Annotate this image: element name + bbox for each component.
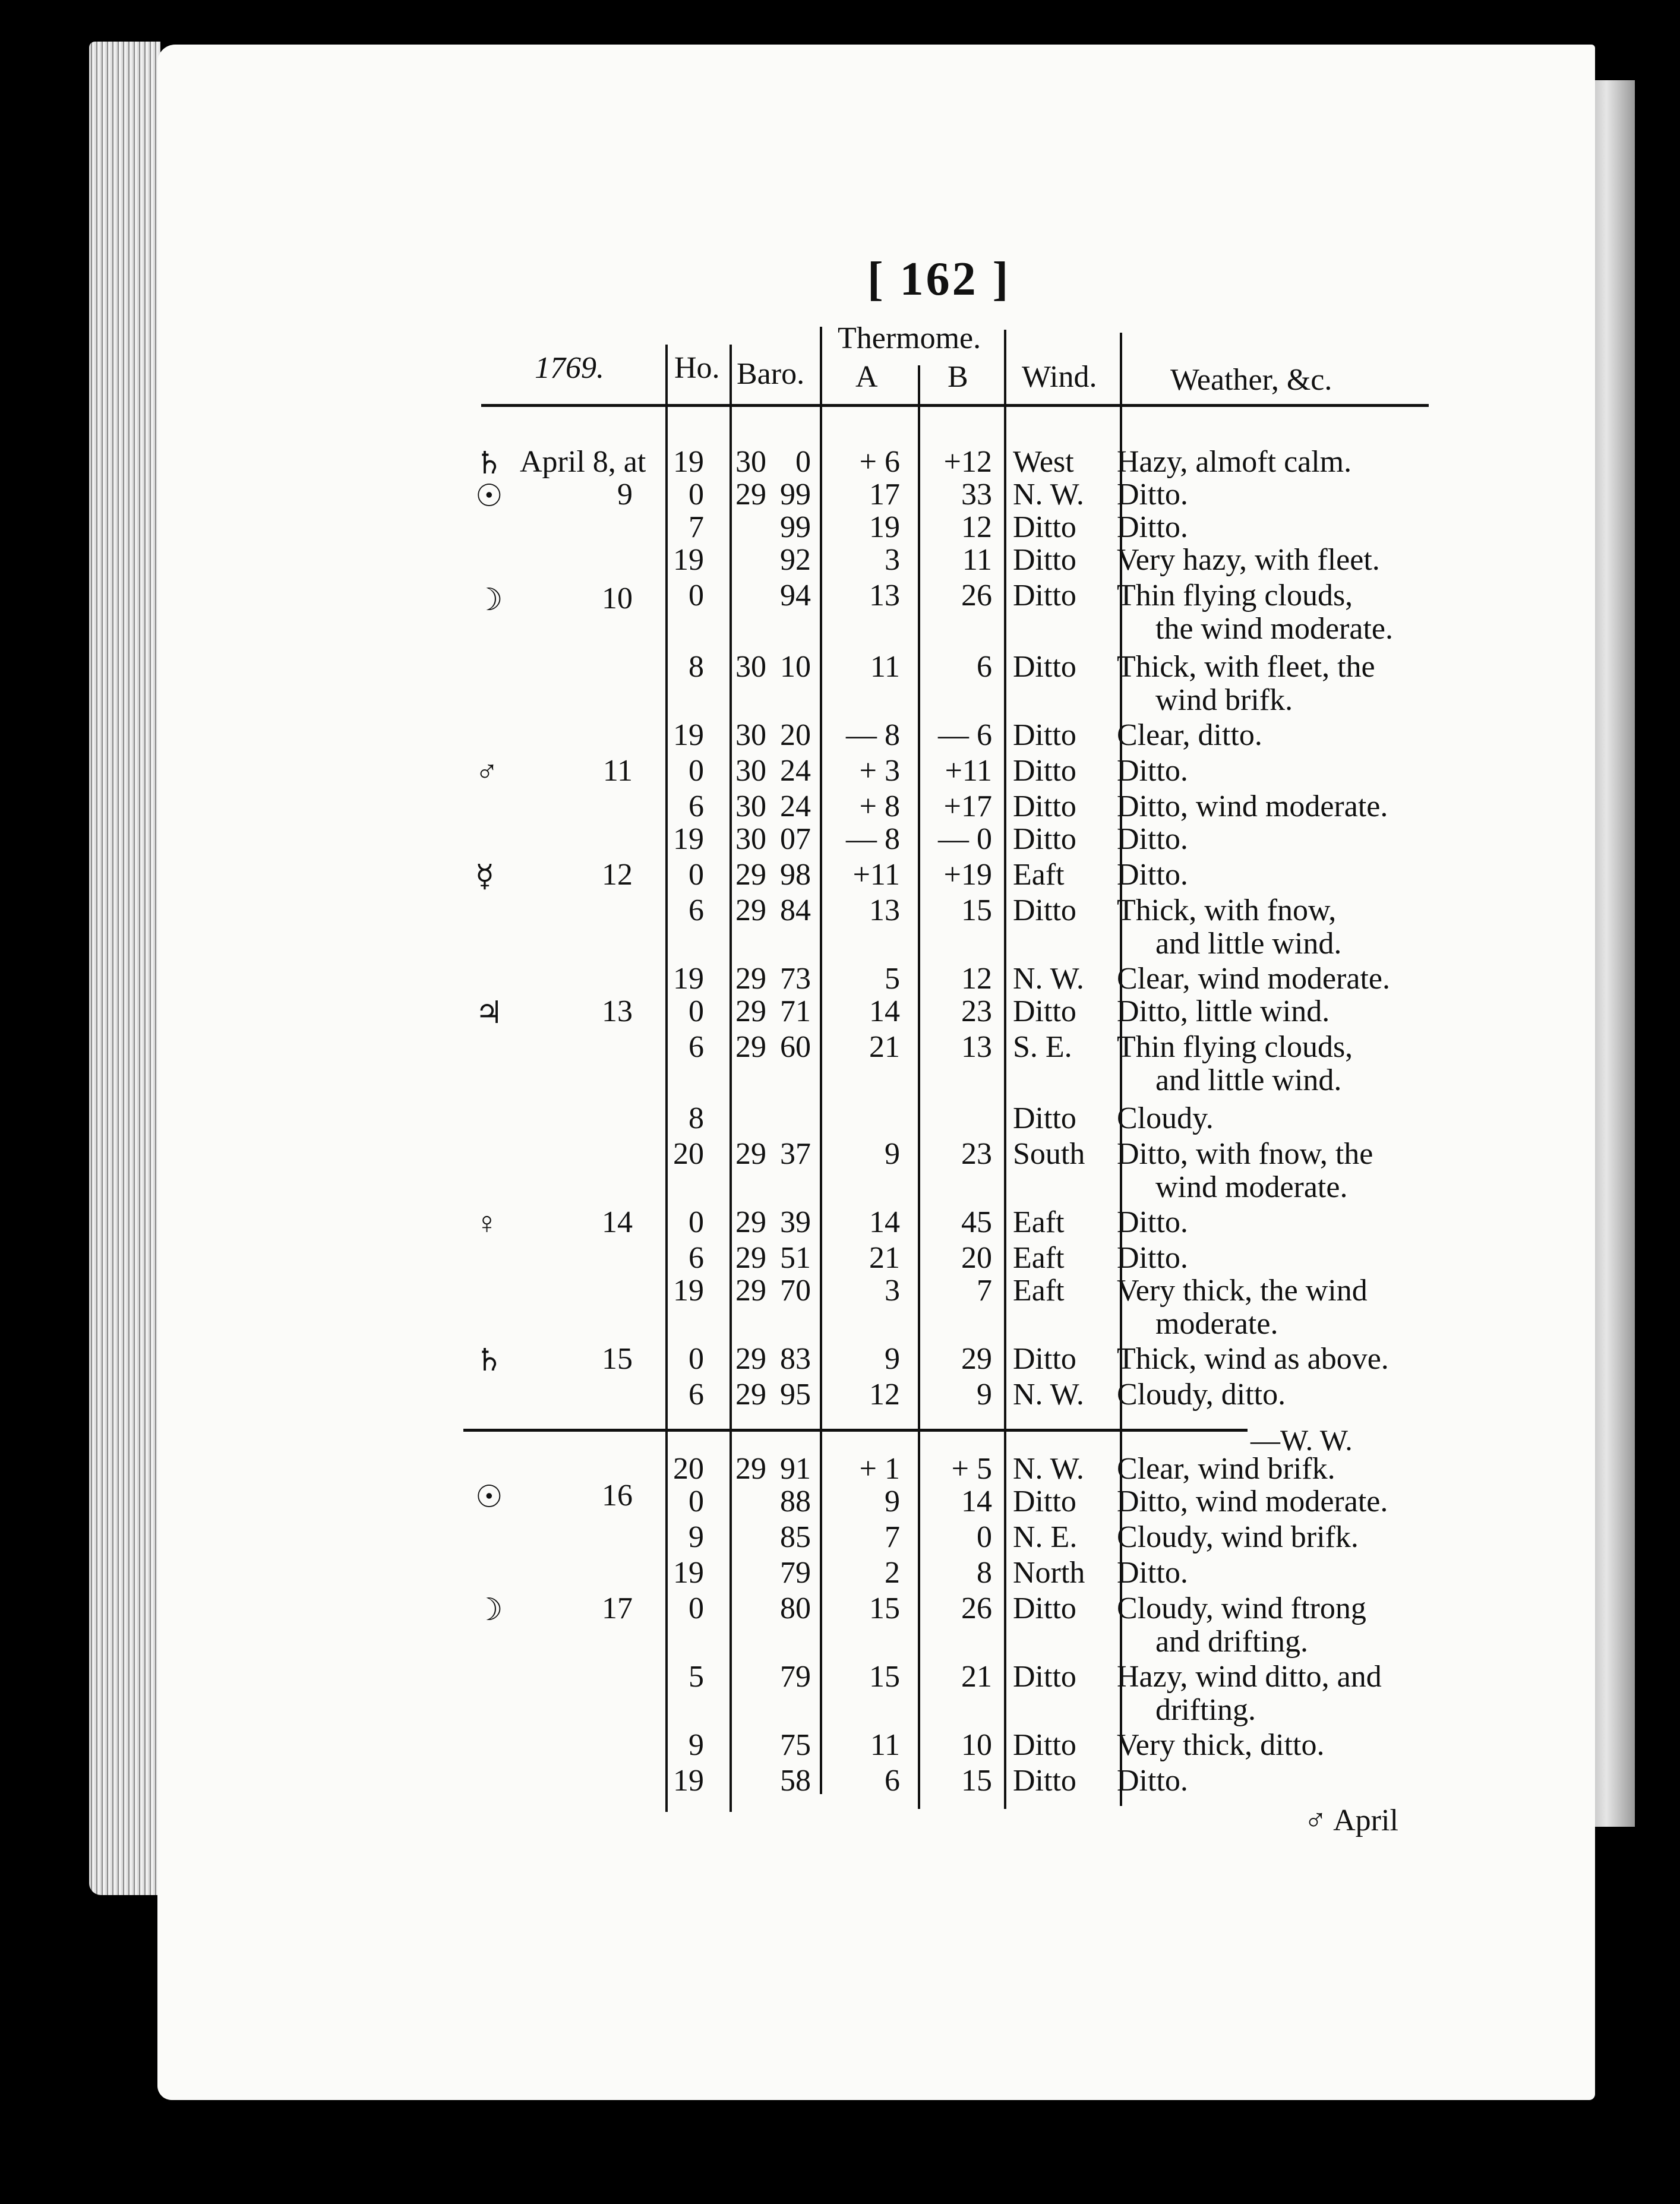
cell-weather: the wind moderate. bbox=[1155, 612, 1393, 646]
cell-baro-decimal: 24 bbox=[780, 790, 811, 823]
cell-therm-a: 13 bbox=[869, 579, 900, 612]
day-label: April 8, at bbox=[520, 445, 646, 479]
cell-therm-a: 3 bbox=[885, 1274, 900, 1308]
cell-baro-decimal: 60 bbox=[780, 1030, 811, 1064]
page-number: [ 162 ] bbox=[867, 253, 1011, 305]
cell-weather: Clear, wind moderate. bbox=[1117, 962, 1390, 996]
col-divider-baro bbox=[730, 345, 732, 1812]
cell-hour: 0 bbox=[689, 754, 704, 788]
cell-weather: and drifting. bbox=[1155, 1625, 1309, 1659]
cell-baro-decimal: 99 bbox=[780, 478, 811, 511]
cell-baro-decimal: 37 bbox=[780, 1137, 811, 1171]
cell-therm-a: 19 bbox=[869, 510, 900, 544]
cell-wind: Ditto bbox=[1013, 822, 1076, 856]
cell-wind: South bbox=[1013, 1137, 1085, 1171]
cell-weather: Thin flying clouds, bbox=[1117, 579, 1353, 612]
cell-weather: Hazy, wind ditto, and bbox=[1117, 1660, 1382, 1694]
cell-hour: 20 bbox=[673, 1452, 704, 1486]
cell-baro-decimal: 79 bbox=[780, 1660, 811, 1694]
day-symbol-icon: ♃ bbox=[475, 996, 503, 1030]
cell-hour: 0 bbox=[689, 994, 704, 1028]
cell-weather: Cloudy, wind ftrong bbox=[1117, 1592, 1366, 1625]
cell-therm-b: 21 bbox=[961, 1660, 992, 1694]
day-symbol-icon: ♀ bbox=[475, 1207, 498, 1240]
cell-hour: 7 bbox=[689, 510, 704, 544]
cell-baro-decimal: 85 bbox=[780, 1520, 811, 1554]
cell-wind: Ditto bbox=[1013, 1728, 1076, 1762]
col-divider-ab bbox=[918, 365, 920, 1809]
day-symbol-icon: ☉ bbox=[475, 1480, 503, 1514]
cell-weather: Ditto. bbox=[1117, 858, 1188, 892]
day-label: 9 bbox=[617, 478, 633, 511]
cell-therm-a: 9 bbox=[885, 1342, 900, 1376]
cell-weather: wind brifk. bbox=[1155, 683, 1293, 717]
cell-therm-b: 8 bbox=[977, 1556, 992, 1590]
cell-baro-decimal: 83 bbox=[780, 1342, 811, 1376]
cell-therm-a: 5 bbox=[885, 962, 900, 996]
cell-therm-b: 23 bbox=[961, 1137, 992, 1171]
cell-hour: 19 bbox=[673, 543, 704, 577]
header-baro: Baro. bbox=[737, 357, 805, 391]
cell-therm-a: 6 bbox=[885, 1764, 900, 1798]
cell-hour: 6 bbox=[689, 1030, 704, 1064]
cell-baro-inches: 29 bbox=[735, 1378, 766, 1412]
cell-baro-decimal: 07 bbox=[780, 822, 811, 856]
header-ho: Ho. bbox=[674, 351, 720, 385]
cell-hour: 6 bbox=[689, 790, 704, 823]
cell-wind: Ditto bbox=[1013, 1660, 1076, 1694]
cell-wind: Eaft bbox=[1013, 1241, 1065, 1275]
cell-wind: N. W. bbox=[1013, 1452, 1084, 1486]
cell-wind: Ditto bbox=[1013, 1764, 1076, 1798]
cell-therm-b: 12 bbox=[961, 962, 992, 996]
cell-therm-a: + 1 bbox=[859, 1452, 900, 1486]
cell-baro-inches: 30 bbox=[735, 822, 766, 856]
cell-therm-b: 7 bbox=[977, 1274, 992, 1308]
cell-hour: 0 bbox=[689, 1592, 704, 1625]
cell-baro-decimal: 24 bbox=[780, 754, 811, 788]
day-symbol-icon: ☽ bbox=[475, 1593, 503, 1627]
cell-wind: Ditto bbox=[1013, 1342, 1076, 1376]
cell-hour: 20 bbox=[673, 1137, 704, 1171]
cell-hour: 0 bbox=[689, 579, 704, 612]
day-symbol-icon: ☽ bbox=[475, 583, 503, 617]
cell-wind: N. W. bbox=[1013, 1378, 1084, 1412]
cell-weather: Ditto, little wind. bbox=[1117, 994, 1330, 1028]
col-divider-ho bbox=[665, 345, 668, 1812]
cell-therm-a: 21 bbox=[869, 1030, 900, 1064]
cell-baro-decimal: 92 bbox=[780, 543, 811, 577]
header-wind: Wind. bbox=[1022, 360, 1097, 394]
day-label: 11 bbox=[602, 754, 633, 788]
cell-wind: Ditto bbox=[1013, 994, 1076, 1028]
cell-therm-b: +11 bbox=[945, 754, 992, 788]
cell-therm-a: 3 bbox=[885, 543, 900, 577]
cell-therm-b: 11 bbox=[962, 543, 992, 577]
cell-hour: 19 bbox=[673, 1274, 704, 1308]
cell-weather: Ditto. bbox=[1117, 1764, 1188, 1798]
cell-wind: West bbox=[1013, 445, 1074, 479]
cell-therm-a: 14 bbox=[869, 1205, 900, 1239]
cell-wind: S. E. bbox=[1013, 1030, 1072, 1064]
cell-therm-b: — 0 bbox=[938, 822, 992, 856]
cell-baro-inches: 30 bbox=[735, 790, 766, 823]
cell-hour: 9 bbox=[689, 1728, 704, 1762]
cell-hour: 6 bbox=[689, 1241, 704, 1275]
cell-baro-decimal: 98 bbox=[780, 858, 811, 892]
day-label: 17 bbox=[602, 1592, 633, 1625]
cell-hour: 0 bbox=[689, 478, 704, 511]
cell-therm-b: 26 bbox=[961, 1592, 992, 1625]
cell-therm-a: 15 bbox=[869, 1592, 900, 1625]
cell-weather: Ditto. bbox=[1117, 754, 1188, 788]
header-therm-a: A bbox=[855, 360, 878, 394]
cell-baro-inches: 30 bbox=[735, 445, 766, 479]
cell-weather: Very hazy, with fleet. bbox=[1117, 543, 1380, 577]
cell-hour: 19 bbox=[673, 1764, 704, 1798]
catchword: ♂ April bbox=[1304, 1804, 1398, 1837]
day-label: 13 bbox=[602, 994, 633, 1028]
cell-weather: Ditto. bbox=[1117, 1556, 1188, 1590]
cell-weather: Clear, wind brifk. bbox=[1117, 1452, 1335, 1486]
cell-baro-inches: 29 bbox=[735, 1137, 766, 1171]
cell-hour: 9 bbox=[689, 1520, 704, 1554]
cell-therm-b: 45 bbox=[961, 1205, 992, 1239]
cell-weather: Ditto, wind moderate. bbox=[1117, 790, 1388, 823]
cell-therm-b: 13 bbox=[961, 1030, 992, 1064]
cell-weather: Clear, ditto. bbox=[1117, 718, 1262, 752]
cell-hour: 8 bbox=[689, 1101, 704, 1135]
cell-therm-b: +19 bbox=[943, 858, 992, 892]
cell-hour: 0 bbox=[689, 1205, 704, 1239]
cell-therm-a: 11 bbox=[870, 650, 900, 684]
cell-therm-b: 29 bbox=[961, 1342, 992, 1376]
cell-therm-a: 14 bbox=[869, 994, 900, 1028]
cell-therm-b: +12 bbox=[943, 445, 992, 479]
cell-hour: 0 bbox=[689, 1342, 704, 1376]
cell-therm-b: 14 bbox=[961, 1485, 992, 1518]
cell-wind: Ditto bbox=[1013, 1101, 1076, 1135]
cell-hour: 19 bbox=[673, 445, 704, 479]
cell-baro-decimal: 99 bbox=[780, 510, 811, 544]
cell-wind: Ditto bbox=[1013, 579, 1076, 612]
cell-hour: 19 bbox=[673, 1556, 704, 1590]
cell-weather: Ditto. bbox=[1117, 1205, 1188, 1239]
cell-baro-inches: 29 bbox=[735, 1241, 766, 1275]
cell-weather: Hazy, almoft calm. bbox=[1117, 445, 1352, 479]
day-label: 16 bbox=[602, 1479, 633, 1513]
cell-therm-a: — 8 bbox=[846, 822, 900, 856]
cell-wind: Ditto bbox=[1013, 718, 1076, 752]
cell-hour: 8 bbox=[689, 650, 704, 684]
cell-baro-inches: 30 bbox=[735, 718, 766, 752]
cell-baro-decimal: 94 bbox=[780, 579, 811, 612]
cell-wind: Ditto bbox=[1013, 650, 1076, 684]
cell-baro-inches: 30 bbox=[735, 754, 766, 788]
cell-weather: Thick, wind as above. bbox=[1117, 1342, 1389, 1376]
cell-baro-decimal: 84 bbox=[780, 893, 811, 927]
day-label: 10 bbox=[602, 582, 633, 615]
cell-baro-decimal: 95 bbox=[780, 1378, 811, 1412]
cell-weather: Very thick, ditto. bbox=[1117, 1728, 1325, 1762]
col-divider-a bbox=[820, 327, 822, 1794]
cell-baro-inches: 29 bbox=[735, 1342, 766, 1376]
cell-baro-decimal: 73 bbox=[780, 962, 811, 996]
cell-hour: 0 bbox=[689, 1485, 704, 1518]
header-thermometer: Thermome. bbox=[838, 321, 981, 355]
day-symbol-icon: ☿ bbox=[475, 860, 494, 893]
cell-baro-decimal: 39 bbox=[780, 1205, 811, 1239]
cell-hour: 19 bbox=[673, 962, 704, 996]
cell-baro-inches: 29 bbox=[735, 1452, 766, 1486]
cell-therm-a: 15 bbox=[869, 1660, 900, 1694]
cell-weather: drifting. bbox=[1155, 1693, 1256, 1727]
cell-weather: Thick, with fnow, bbox=[1117, 893, 1337, 927]
cell-baro-decimal: 10 bbox=[780, 650, 811, 684]
cell-therm-b: 15 bbox=[961, 893, 992, 927]
cell-therm-a: +11 bbox=[852, 858, 900, 892]
cell-wind: North bbox=[1013, 1556, 1085, 1590]
cell-weather: Ditto. bbox=[1117, 822, 1188, 856]
cell-baro-inches: 29 bbox=[735, 1274, 766, 1308]
cell-baro-inches: 29 bbox=[735, 962, 766, 996]
cell-weather: Ditto, wind moderate. bbox=[1117, 1485, 1388, 1518]
day-symbol-icon: ♄ bbox=[475, 1344, 503, 1378]
divider-note: —W. W. bbox=[1250, 1423, 1353, 1457]
cell-wind: N. E. bbox=[1013, 1520, 1078, 1554]
cell-therm-a: + 6 bbox=[859, 445, 900, 479]
cell-baro-decimal: 51 bbox=[780, 1241, 811, 1275]
cell-therm-a: 9 bbox=[885, 1137, 900, 1171]
cell-baro-inches: 30 bbox=[735, 650, 766, 684]
cell-wind: Eaft bbox=[1013, 1274, 1065, 1308]
cell-weather: wind moderate. bbox=[1155, 1170, 1348, 1204]
cell-wind: N. W. bbox=[1013, 962, 1084, 996]
cell-weather: Ditto. bbox=[1117, 1241, 1188, 1275]
cell-therm-a: 13 bbox=[869, 893, 900, 927]
cell-therm-b: 10 bbox=[961, 1728, 992, 1762]
cell-weather: and little wind. bbox=[1155, 1063, 1342, 1097]
day-label: 14 bbox=[602, 1205, 633, 1239]
cell-wind: N. W. bbox=[1013, 478, 1084, 511]
cell-weather: Cloudy. bbox=[1117, 1101, 1214, 1135]
cell-hour: 0 bbox=[689, 858, 704, 892]
cell-baro-decimal: 70 bbox=[780, 1274, 811, 1308]
cell-therm-b: 6 bbox=[977, 650, 992, 684]
cell-therm-a: 21 bbox=[869, 1241, 900, 1275]
cell-therm-a: 9 bbox=[885, 1485, 900, 1518]
cell-baro-decimal: 80 bbox=[780, 1592, 811, 1625]
cell-baro-decimal: 75 bbox=[780, 1728, 811, 1762]
cell-therm-b: 15 bbox=[961, 1764, 992, 1798]
cell-baro-decimal: 88 bbox=[780, 1485, 811, 1518]
cell-therm-b: + 5 bbox=[951, 1452, 992, 1486]
cell-hour: 19 bbox=[673, 822, 704, 856]
cell-therm-a: 12 bbox=[869, 1378, 900, 1412]
cell-baro-decimal: 58 bbox=[780, 1764, 811, 1798]
cell-weather: and little wind. bbox=[1155, 927, 1342, 961]
cell-wind: Ditto bbox=[1013, 790, 1076, 823]
day-symbol-icon: ☉ bbox=[475, 479, 503, 513]
day-symbol-icon: ♄ bbox=[475, 447, 503, 481]
cell-weather: Thin flying clouds, bbox=[1117, 1030, 1353, 1064]
day-symbol-icon: ♂ bbox=[475, 755, 498, 789]
cell-baro-decimal: 71 bbox=[780, 994, 811, 1028]
cell-baro-decimal: 79 bbox=[780, 1556, 811, 1590]
cell-wind: Ditto bbox=[1013, 754, 1076, 788]
cell-baro-inches: 29 bbox=[735, 893, 766, 927]
cell-therm-a: 11 bbox=[870, 1728, 900, 1762]
cell-hour: 6 bbox=[689, 893, 704, 927]
cell-weather: Thick, with fleet, the bbox=[1117, 650, 1375, 684]
page-stack-edge bbox=[89, 42, 160, 1895]
cell-baro-decimal: 91 bbox=[780, 1452, 811, 1486]
cell-baro-inches: 29 bbox=[735, 994, 766, 1028]
cell-hour: 6 bbox=[689, 1378, 704, 1412]
cell-baro-decimal: 0 bbox=[795, 445, 811, 479]
cell-weather: Cloudy, ditto. bbox=[1117, 1378, 1286, 1412]
cell-therm-b: 23 bbox=[961, 994, 992, 1028]
cell-baro-inches: 29 bbox=[735, 1030, 766, 1064]
col-divider-wind bbox=[1004, 330, 1006, 1809]
cell-therm-a: + 8 bbox=[859, 790, 900, 823]
header-year: 1769. bbox=[535, 351, 604, 385]
cell-baro-inches: 29 bbox=[735, 1205, 766, 1239]
cell-weather: moderate. bbox=[1155, 1307, 1278, 1341]
cell-hour: 5 bbox=[689, 1660, 704, 1694]
cell-therm-a: 2 bbox=[885, 1556, 900, 1590]
cell-baro-inches: 29 bbox=[735, 478, 766, 511]
day-label: 12 bbox=[602, 858, 633, 892]
day-label: 15 bbox=[602, 1342, 633, 1376]
cell-therm-a: + 3 bbox=[859, 754, 900, 788]
cell-therm-b: +17 bbox=[943, 790, 992, 823]
cell-wind: Ditto bbox=[1013, 893, 1076, 927]
section-rule bbox=[463, 1429, 1248, 1432]
cell-wind: Eaft bbox=[1013, 1205, 1065, 1239]
header-therm-b: B bbox=[948, 360, 968, 394]
header-weather: Weather, &c. bbox=[1170, 363, 1332, 397]
cell-wind: Ditto bbox=[1013, 543, 1076, 577]
cell-weather: Cloudy, wind brifk. bbox=[1117, 1520, 1359, 1554]
cell-wind: Ditto bbox=[1013, 510, 1076, 544]
cell-baro-decimal: 20 bbox=[780, 718, 811, 752]
cell-weather: Ditto, with fnow, the bbox=[1117, 1137, 1373, 1171]
header-rule bbox=[481, 404, 1429, 407]
cell-therm-a: 7 bbox=[885, 1520, 900, 1554]
cell-therm-b: — 6 bbox=[938, 718, 992, 752]
cell-weather: Very thick, the wind bbox=[1117, 1274, 1368, 1308]
cell-weather: Ditto. bbox=[1117, 510, 1188, 544]
cell-baro-inches: 29 bbox=[735, 858, 766, 892]
cell-weather: Ditto. bbox=[1117, 478, 1188, 511]
cell-therm-a: — 8 bbox=[846, 718, 900, 752]
cell-therm-b: 33 bbox=[961, 478, 992, 511]
cell-wind: Ditto bbox=[1013, 1485, 1076, 1518]
cell-therm-b: 20 bbox=[961, 1241, 992, 1275]
cell-therm-a: 17 bbox=[869, 478, 900, 511]
cell-therm-b: 26 bbox=[961, 579, 992, 612]
cell-therm-b: 9 bbox=[977, 1378, 992, 1412]
cell-therm-b: 0 bbox=[977, 1520, 992, 1554]
cell-wind: Ditto bbox=[1013, 1592, 1076, 1625]
cell-hour: 19 bbox=[673, 718, 704, 752]
cell-therm-b: 12 bbox=[961, 510, 992, 544]
cell-wind: Eaft bbox=[1013, 858, 1065, 892]
